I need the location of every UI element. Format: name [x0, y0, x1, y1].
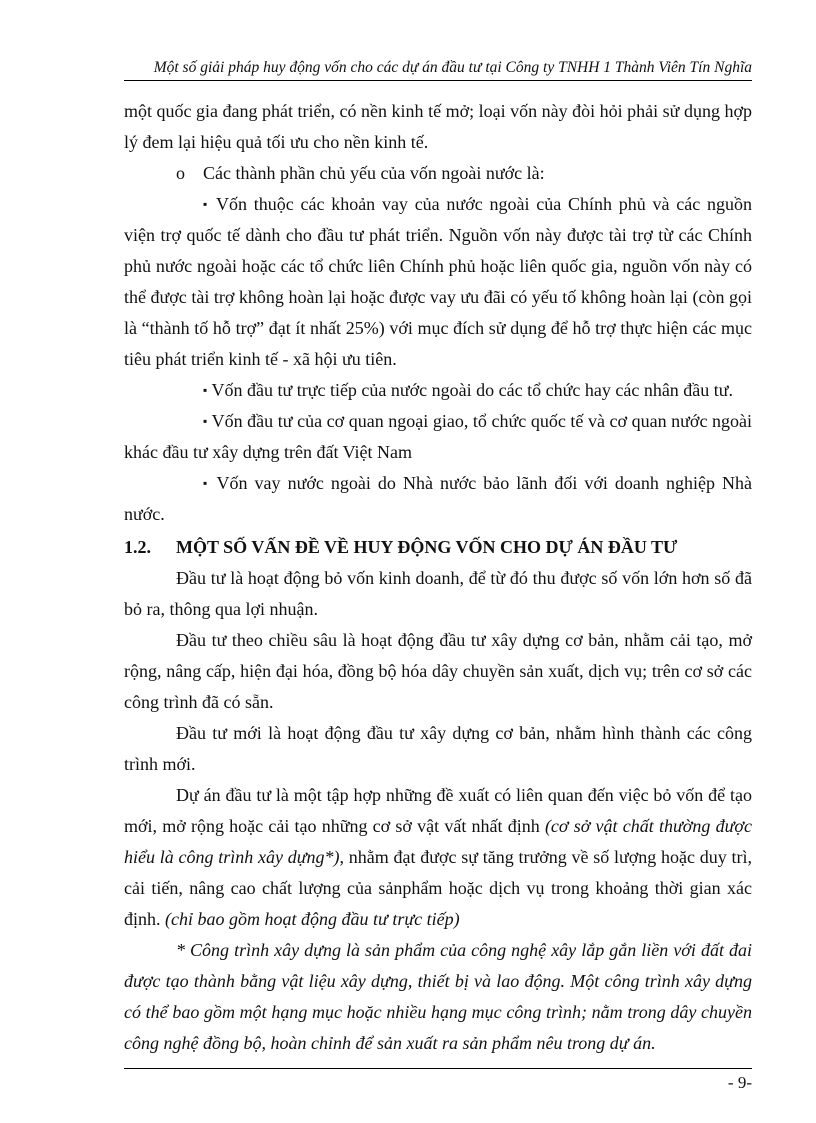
bullet-text: Vốn vay nước ngoài do Nhà nước bảo lãnh đối với doanh nghiệp Nhà nước. [124, 473, 752, 524]
square-bullet-item [124, 406, 752, 468]
page-body [124, 96, 752, 1059]
bullet-text: Vốn đầu tư của cơ quan ngoại giao, tổ chức quốc tế và cơ quan nước ngoài khác đầu tư xây dựng trên đất Việt Nam [124, 411, 753, 462]
paragraph: Đầu tư theo chiều sâu là hoạt động đầu tư xây dựng cơ bản, nhằm cải tạo, mở rộng, nâng cấp, hiện đại hóa, đồng bộ hóa dây chuyền sản xuất, dịch vụ; trên cơ sở các công trình đã có sẵn. [124, 630, 752, 712]
square-bullet-icon: ▪ [203, 414, 208, 428]
text-run: , nhằm đạt được sự tăng trưởng về số lượng hoặc duy trì, cải tiến, nâng cao chất lượng của sảnphẩm hoặc dịch vụ trong khoảng thời gian xác định. [124, 847, 752, 929]
page-number: - 9- [727, 1073, 752, 1092]
square-bullet-item [124, 375, 752, 406]
square-bullet-icon: ▪ [203, 476, 210, 490]
footnote-paragraph: * Công trình xây dựng là sản phẩm của công nghệ xây lắp gắn liền với đất đai được tạo thành bằng vật liệu xây dựng, thiết bị và lao động. Một công trình xây dựng có thể bao gồm một hạng mục hoặc nhiều hạng mục công trình; nằm trong dây chuyền công nghệ đồng bộ, hoàn chỉnh để sản xuất ra sản phẩm nêu trong dự án. [124, 940, 752, 1053]
sub-bullet-text: Các thành phần chủ yếu của vốn ngoài nước là: [203, 163, 545, 183]
square-bullet-item [124, 189, 752, 375]
bullet-text: Vốn đầu tư trực tiếp của nước ngoài do các tổ chức hay các nhân đầu tư. [211, 380, 734, 400]
italic-text-run: (cơ sở vật chất thường được hiểu là công trình xây dựng*) [124, 816, 752, 867]
square-bullet-icon: ▪ [203, 383, 208, 397]
paragraph: Đầu tư mới là hoạt động đầu tư xây dựng cơ bản, nhằm hình thành các công trình mới. [124, 723, 752, 774]
sub-bullet-item [176, 158, 752, 189]
bullet-text: Vốn thuộc các khoản vay của nước ngoài của Chính phủ và các nguồn viện trợ quốc tế dành cho đầu tư phát triển. Nguồn vốn này được tài trợ từ các Chính phủ nước ngoài hoặc các tổ chức liên Chính phủ hoặc liên quốc gia, nguồn vốn này có thể được tài trợ không hoàn lại hoặc được vay ưu đãi có yếu tố không hoàn lại (còn gọi là “thành tố hỗ trợ” đạt ít nhất 25%) với mục đích sử dụng để hỗ trợ thực hiện các mục tiêu phát triển kinh tế - xã hội ưu tiên. [124, 194, 752, 369]
section-heading [124, 532, 752, 563]
square-bullet-item [124, 468, 752, 530]
text-run: Dự án đầu tư là một tập hợp những đề xuất có liên quan đến việc bỏ vốn để tạo mới, mở rộng hoặc cải tạo những cơ sở vật vất nhất định [124, 785, 752, 836]
header-divider [124, 80, 752, 81]
square-bullet-icon: ▪ [203, 197, 210, 211]
running-header: Một số giải pháp huy động vốn cho các dự án đầu tư tại Công ty TNHH 1 Thành Viên Tín Nghĩa [153, 59, 752, 76]
paragraph-continuation: một quốc gia đang phát triển, có nền kinh tế mở; loại vốn này đòi hỏi phải sử dụng hợp lý đem lại hiệu quả tối ưu cho nền kinh tế. [124, 101, 752, 152]
paragraph: Đầu tư là hoạt động bỏ vốn kinh doanh, để từ đó thu được số vốn lớn hơn số đã bỏ ra, thông qua lợi nhuận. [124, 568, 752, 619]
footer-divider [124, 1068, 752, 1069]
italic-text-run: (chỉ bao gồm hoạt động đầu tư trực tiếp) [165, 909, 460, 929]
paragraph-du-an [124, 780, 752, 935]
section-title: MỘT SỐ VẤN ĐỀ VỀ HUY ĐỘNG VỐN CHO DỰ ÁN ĐẦU TƯ [176, 537, 678, 557]
circle-bullet-icon: o [176, 163, 185, 183]
section-number: 1.2. [124, 537, 151, 557]
